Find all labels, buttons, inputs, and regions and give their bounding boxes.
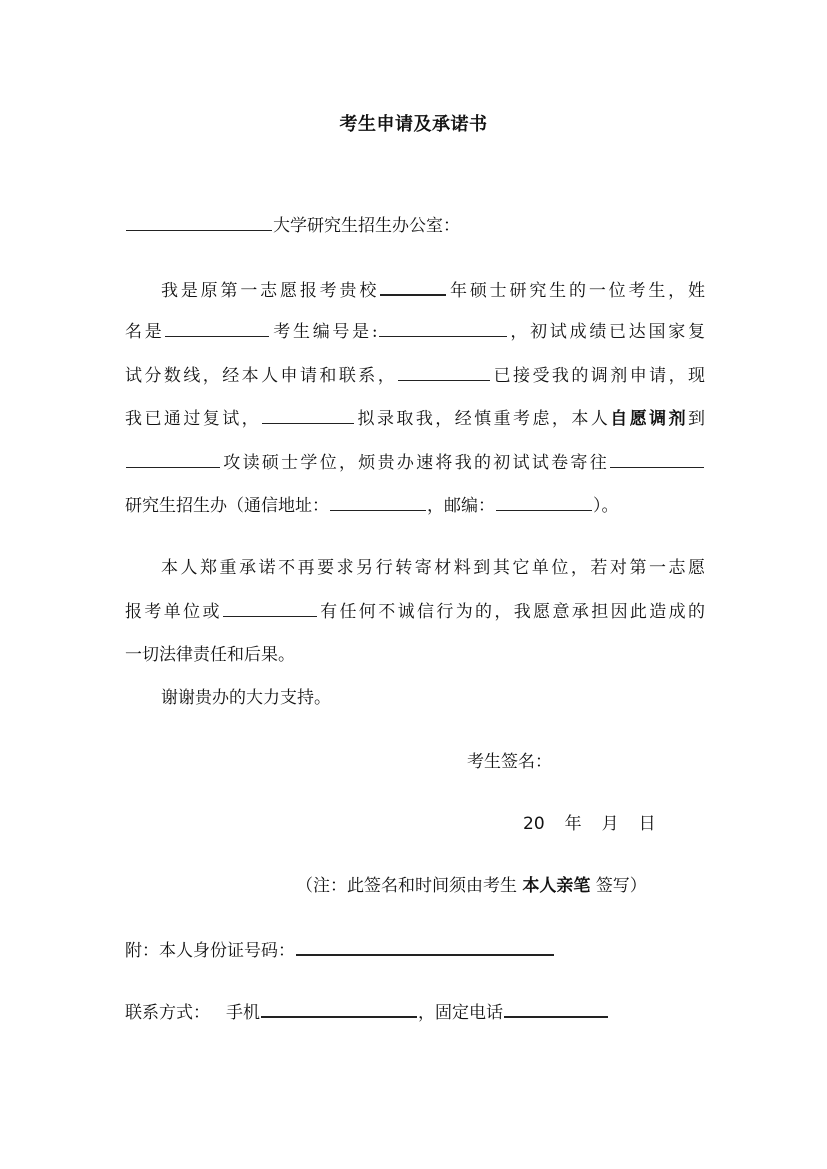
- id-number-label: 附：本人身份证号码：: [125, 941, 295, 961]
- thanks-line: [125, 686, 741, 710]
- mailing-address-field[interactable]: [330, 494, 426, 511]
- para1-text: 拟录取我，经慎重考虑，本人: [355, 409, 611, 429]
- thanks-text: 谢谢贵办的大力支持。: [161, 688, 331, 708]
- note-bold-text: 本人亲笔: [522, 876, 591, 896]
- page-title: 考生申请及承诺书: [339, 114, 488, 135]
- date-year-label: 年: [564, 814, 582, 834]
- para1-line2: [125, 320, 705, 344]
- id-number-line: [125, 938, 705, 963]
- para1-text: 攻读硕士学位，烦贵办速将我的初试试卷寄往: [221, 453, 609, 473]
- date-line: [523, 812, 723, 836]
- para1-text: 年硕士研究生的一位考生，姓: [447, 281, 706, 301]
- mobile-label: 手机: [226, 1003, 260, 1023]
- landline-label: ，固定电话: [418, 1003, 503, 1023]
- para1-text: 考生编号是:: [270, 322, 378, 342]
- postal-code-field[interactable]: [496, 494, 592, 511]
- first-choice-year-field[interactable]: [380, 278, 446, 296]
- date-month-label: 月: [601, 814, 619, 834]
- para1-text: 我是原第一志愿报考贵校: [161, 281, 380, 301]
- para1-line6: [125, 494, 705, 518]
- landline-field[interactable]: [504, 1000, 608, 1018]
- para1-text: ）。: [593, 496, 619, 516]
- salutation-text: 大学研究生招生办公室：: [273, 216, 460, 236]
- para1-line4: [125, 407, 705, 431]
- para1-text: 研究生招生办（通信地址：: [125, 496, 329, 516]
- para2-text: 有任何不诚信行为的，我愿意承担因此造成的: [317, 602, 706, 622]
- para2-line1: [125, 556, 705, 580]
- para1-text: ，邮编：: [427, 496, 495, 516]
- university-name-field[interactable]: [126, 214, 272, 231]
- date-year-prefix: 20: [523, 814, 545, 834]
- id-number-field[interactable]: [296, 938, 554, 956]
- para1-line3: [125, 364, 705, 388]
- para1-line1: [125, 278, 705, 303]
- para1-text: 试分数线，经本人申请和联系，: [125, 366, 398, 386]
- para1-text: ，初试成绩已达国家复: [507, 322, 706, 342]
- contact-label: 联系方式：: [125, 1003, 210, 1023]
- para2-text: 一切法律责任和后果。: [125, 645, 295, 665]
- mobile-field[interactable]: [261, 1000, 417, 1018]
- para1-text: 到: [688, 409, 706, 429]
- para2-line3: [125, 643, 705, 667]
- salutation-line: [125, 214, 705, 238]
- transfer-unit-field[interactable]: [223, 600, 317, 617]
- para2-text: 报考单位或: [125, 602, 222, 622]
- voluntary-transfer-text: 自愿调剂: [610, 409, 689, 429]
- accepting-school-field[interactable]: [398, 364, 490, 381]
- para1-text: 我已通过复试，: [125, 409, 262, 429]
- contact-line: [125, 1000, 705, 1025]
- note-text: （注：此签名和时间须由考生: [296, 876, 517, 896]
- signature-label: 考生签名：: [467, 752, 552, 772]
- note-line: [296, 874, 696, 898]
- signature-line: [467, 750, 667, 774]
- para1-text: 已接受我的调剂申请，现: [491, 366, 706, 386]
- date-day-label: 日: [638, 814, 656, 834]
- note-text: 签写）: [595, 876, 647, 896]
- para2-text: 本人郑重承诺不再要求另行转寄材料到其它单位，若对第一志愿: [161, 558, 705, 578]
- para1-text: 名是: [125, 322, 165, 342]
- admitting-school-field[interactable]: [262, 407, 354, 424]
- para1-line5: [125, 451, 705, 475]
- mail-to-school-field[interactable]: [610, 451, 704, 468]
- candidate-number-field[interactable]: [379, 320, 507, 337]
- candidate-name-field[interactable]: [165, 320, 269, 337]
- para2-line2: [125, 600, 705, 624]
- study-school-field[interactable]: [126, 451, 220, 468]
